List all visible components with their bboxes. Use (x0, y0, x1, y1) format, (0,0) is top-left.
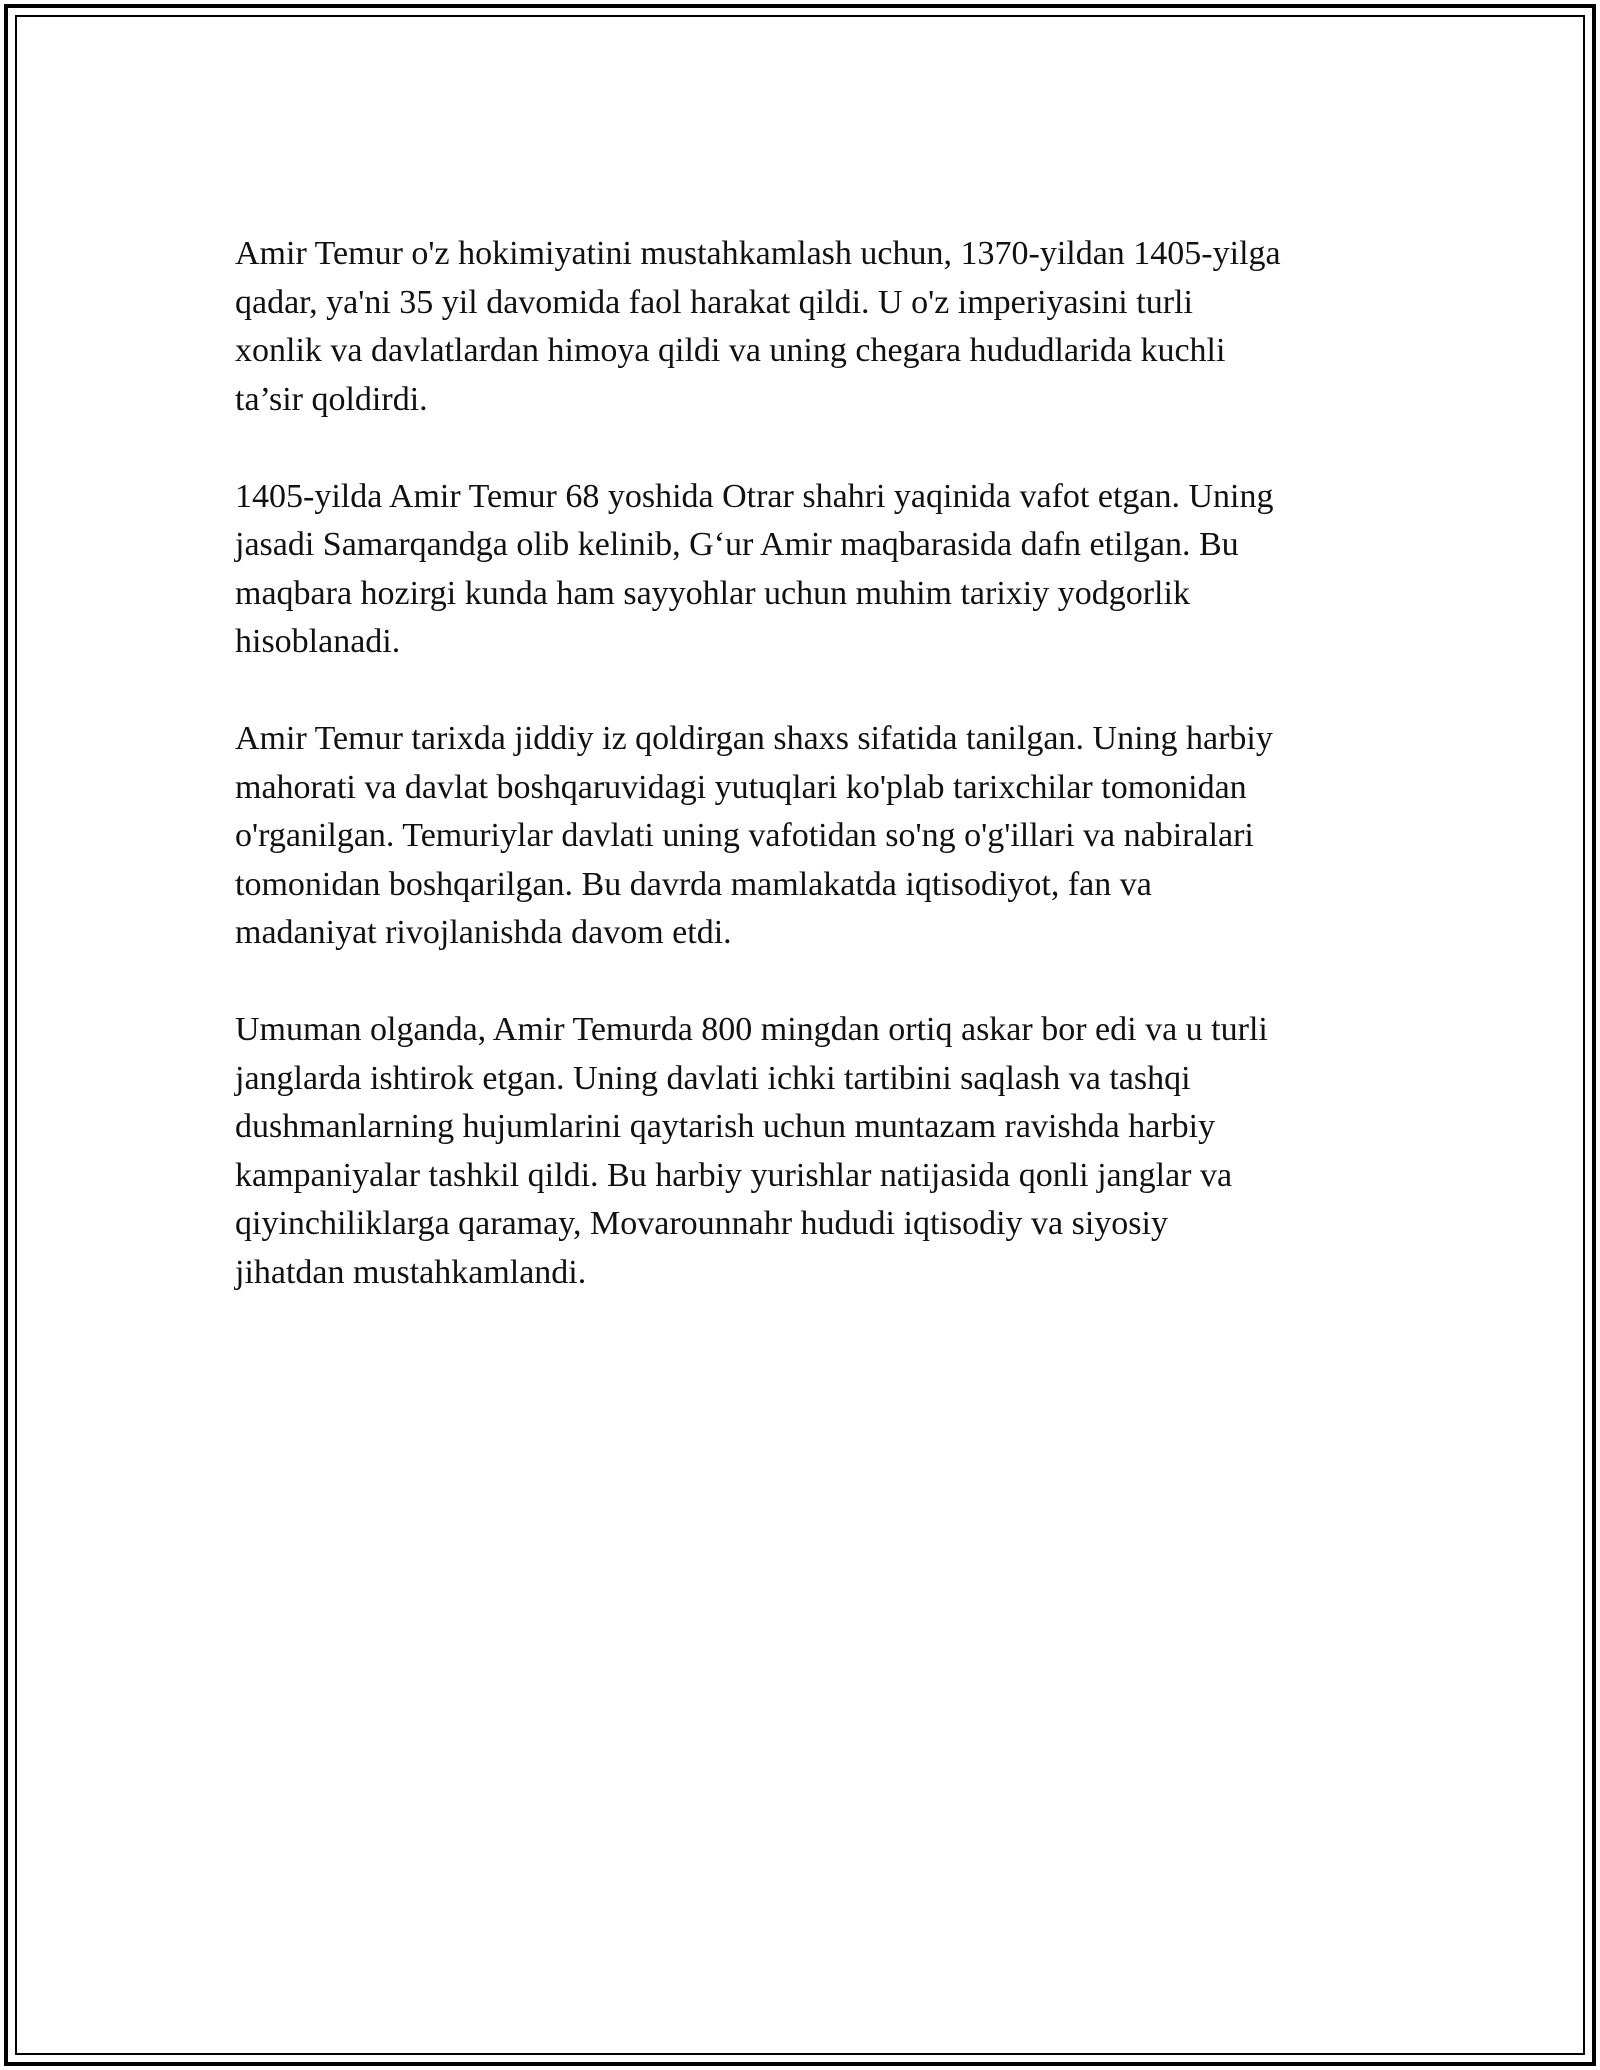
paragraph-1: Amir Temur o'z hokimiyatini mustahkamlash uchun, 1370-yildan 1405-yilga qadar, ya'ni 35 yil davomida faol harakat qildi. U o'z imperiyasini turli xonlik va davlatlardan himoya qildi va uning chegara hududlarida kuchli ta’sir qoldirdi. (235, 235, 1281, 418)
document-body (235, 230, 1375, 1346)
paragraph-3: Amir Temur tarixda jiddiy iz qoldirgan shaxs sifatida tanilgan. Uning harbiy mahorati va davlat boshqaruvidagi yutuqlari ko'plab tarixchilar tomonidan o'rganilgan. Temuriylar davlati uning vafotidan so'ng o'g'illari va nabiralari tomonidan boshqarilgan. Bu davrda mamlakatda iqtisodiyot, fan va madaniyat rivojlanishda davom etdi. (235, 720, 1273, 951)
paragraph-4: Umuman olganda, Amir Temurda 800 mingdan ortiq askar bor edi va u turli janglarda ishtirok etgan. Uning davlati ichki tartibini saqlash va tashqi dushmanlarning hujumlarini qaytarish uchun muntazam ravishda harbiy kampaniyalar tashkil qildi. Bu harbiy yurishlar natijasida qonli janglar va qiyinchiliklarga qaramay, Movarounnahr hududi iqtisodiy va siyosiy jihatdan mustahkamlandi. (235, 1011, 1268, 1291)
paragraph-2: 1405-yilda Amir Temur 68 yoshida Otrar shahri yaqinida vafot etgan. Uning jasadi Samarqandga olib kelinib, G‘ur Amir maqbarasida dafn etilgan. Bu maqbara hozirgi kunda ham sayyohlar uchun muhim tarixiy yodgorlik hisoblanadi. (235, 477, 1274, 660)
